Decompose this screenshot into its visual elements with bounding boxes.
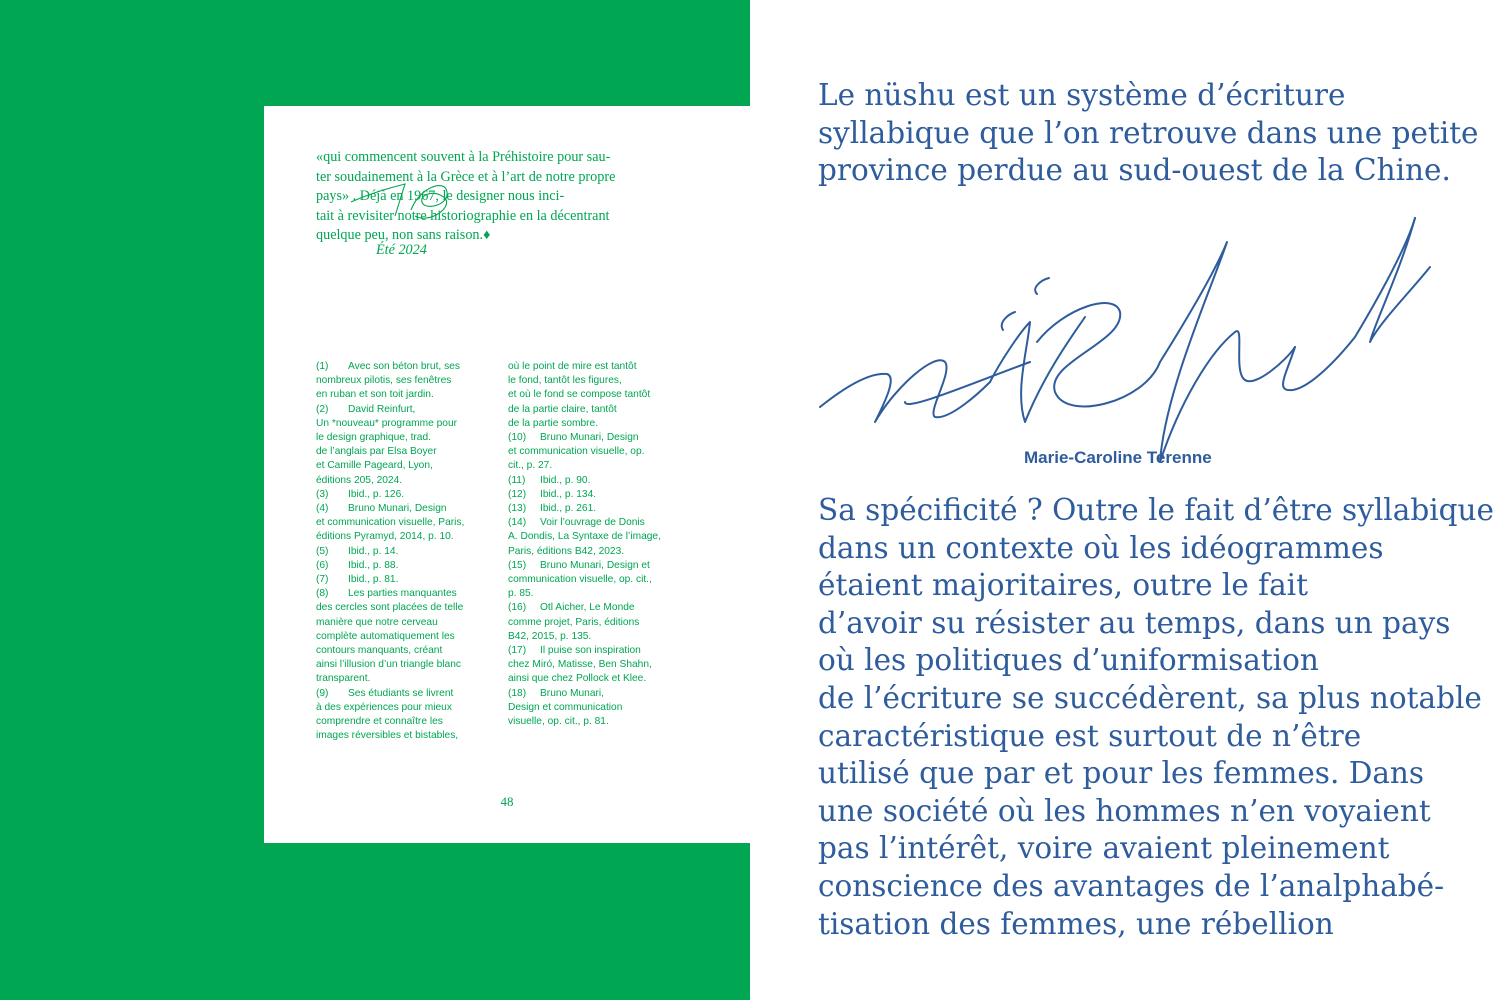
footnote-line <box>316 360 494 374</box>
footnote-number: (6) <box>316 559 329 571</box>
body-line: où les politiques d’uniformisation <box>818 643 1319 678</box>
footnote-text: Voir l’ouvrage de Donis <box>540 517 645 529</box>
footnote-text: et où le fond se compose tantôt <box>508 389 651 401</box>
footnote-text: ainsi que chez Pollock et Klee. <box>508 673 647 685</box>
intro-paragraph <box>818 77 1478 190</box>
footnote-text: de la partie sombre. <box>508 417 599 429</box>
footnote-line <box>508 445 686 459</box>
footnote-text: de la partie claire, tantôt <box>508 403 617 415</box>
footnote-text: comme projet, Paris, éditions <box>508 616 640 628</box>
footnote-line <box>316 530 494 544</box>
footnote-text: et communication visuelle, Paris, <box>316 517 465 529</box>
footnote-line <box>508 374 686 388</box>
footnote-text: B42, 2015, p. 135. <box>508 630 592 642</box>
footnote-text: en ruban et son toit jardin. <box>316 389 434 401</box>
footnote-text: cit., p. 27. <box>508 460 553 472</box>
footnote-line <box>508 573 686 587</box>
footnote-text: Bruno Munari, Design <box>540 432 639 444</box>
footnote-number: (14) <box>508 517 527 529</box>
body-line: pas l’intérêt, voire avaient pleinement <box>818 831 1390 866</box>
footnote-text: le design graphique, trad. <box>316 432 431 444</box>
footnote-line <box>508 630 686 644</box>
footnote-text: éditions 205, 2024. <box>316 474 403 486</box>
footnote-text: Ibid., p. 90. <box>540 474 591 486</box>
nushu-script-title <box>815 212 1440 467</box>
footnote-number: (12) <box>508 488 527 500</box>
footnote-line <box>316 374 494 388</box>
footnote-number: (8) <box>316 588 329 600</box>
footnote-text: comprendre et connaître les <box>316 716 443 728</box>
footnote-line <box>316 516 494 530</box>
footnote-line <box>316 687 494 701</box>
footnote-text: Un *nouveau* programme pour <box>316 417 458 429</box>
footnote-line <box>316 502 494 516</box>
footnote-line <box>508 644 686 658</box>
footnote-text: et communication visuelle, op. <box>508 446 645 458</box>
footnote-line <box>316 658 494 672</box>
footnote-number: (18) <box>508 687 527 699</box>
footnote-text: Ses étudiants se livrent <box>348 687 454 699</box>
footnote-line <box>508 672 686 686</box>
footnote-text: où le point de mire est tantôt <box>508 361 637 372</box>
intro-line: Le nüshu est un système d’écriture <box>818 78 1346 112</box>
footnote-text: Bruno Munari, <box>540 687 604 699</box>
footnote-text: chez Miró, Matisse, Ben Shahn, <box>508 659 652 671</box>
footnote-number: (16) <box>508 602 527 614</box>
footnote-number: (11) <box>508 474 526 486</box>
footnote-line <box>508 488 686 502</box>
footnote-line <box>508 431 686 445</box>
quote-signature: Été 2024 <box>376 242 427 258</box>
footnote-text: de l’anglais par Elsa Boyer <box>316 446 437 458</box>
footnote-text: Ibid., p. 14. <box>348 545 399 557</box>
quote-paragraph <box>316 148 696 246</box>
body-line: utilisé que par et pour les femmes. Dans <box>818 756 1425 791</box>
footnote-line <box>316 587 494 601</box>
footnote-text: nombreux pilotis, ses fenêtres <box>316 375 452 387</box>
body-paragraph <box>818 492 1494 943</box>
body-line: caractéristique est surtout de n’être <box>818 718 1362 753</box>
footnote-text: Ibid., p. 88. <box>348 559 399 571</box>
footnote-text: Design et communication <box>508 701 623 713</box>
footnote-text: Ibid., p. 126. <box>348 488 405 500</box>
body-line: dans un contexte où les idéogrammes <box>818 530 1384 565</box>
footnote-text: ainsi l’illusion d’un triangle blanc <box>316 659 461 671</box>
footnote-line <box>508 715 686 729</box>
body-line: conscience des avantages de l’analphabé- <box>818 868 1445 903</box>
footnote-line <box>508 417 686 431</box>
footnote-number: (9) <box>316 687 329 699</box>
footnote-text: à des expériences pour mieux <box>316 701 452 713</box>
footnote-line <box>316 474 494 488</box>
footnote-text: Paris, éditions B42, 2023. <box>508 545 625 557</box>
footnote-line <box>316 445 494 459</box>
body-line: Sa spécificité ? Outre le fait d’être syllabique <box>818 493 1494 527</box>
footnote-text: images réversibles et bistables, <box>316 730 459 742</box>
intro-line: province perdue au sud-ouest de la Chine. <box>818 153 1451 187</box>
footnote-line <box>316 545 494 559</box>
footnote-number: (2) <box>316 403 329 415</box>
footnote-text: Ibid., p. 261. <box>540 503 597 515</box>
intro-line: syllabique que l’on retrouve dans une petite <box>818 115 1479 150</box>
footnote-line <box>316 715 494 729</box>
footnote-text: Otl Aicher, Le Monde <box>540 602 635 614</box>
footnote-text: des cercles sont placées de telle <box>316 602 464 614</box>
footnote-line <box>508 701 686 715</box>
footnote-number: (4) <box>316 503 329 515</box>
footnote-line <box>508 545 686 559</box>
footnote-line <box>316 573 494 587</box>
footnote-line <box>316 729 494 743</box>
author-name: Marie-Caroline Terenne <box>1024 448 1212 467</box>
footnote-line <box>316 630 494 644</box>
page-number: 48 <box>500 794 514 809</box>
footnote-text: Bruno Munari, Design et <box>540 559 650 571</box>
body-line: de l’écriture se succédèrent, sa plus notable <box>818 680 1482 715</box>
footnote-line <box>316 431 494 445</box>
footnote-number: (17) <box>508 645 527 657</box>
left-page <box>264 106 750 843</box>
footnote-line <box>508 516 686 530</box>
footnote-line <box>316 644 494 658</box>
footnote-line <box>316 388 494 402</box>
body-line: d’avoir su résister au temps, dans un pays <box>818 605 1451 640</box>
footnote-text: complète automatiquement les <box>316 630 455 642</box>
footnote-line <box>508 559 686 573</box>
footnote-line <box>316 616 494 630</box>
footnote-line <box>316 417 494 431</box>
footnote-number: (3) <box>316 488 329 500</box>
footnote-text: communication visuelle, op. cit., <box>508 574 652 586</box>
footnote-text: p. 85. <box>508 588 534 600</box>
footnote-text: Avec son béton brut, ses <box>348 361 460 372</box>
footnote-line <box>508 587 686 601</box>
footnote-text: contours manquants, créant <box>316 645 443 657</box>
footnote-line <box>508 502 686 516</box>
footnote-line <box>508 459 686 473</box>
footnote-number: (10) <box>508 432 527 444</box>
quote-line: «qui commencent souvent à la Préhistoire pour sau- <box>316 149 611 165</box>
footnote-line <box>508 687 686 701</box>
footnote-line <box>508 360 686 374</box>
quote-line: quelque peu, non sans raison.♦ <box>316 227 491 243</box>
footnote-text: Il puise son inspiration <box>540 645 641 657</box>
footnote-line <box>508 616 686 630</box>
footnote-text: et Camille Pageard, Lyon, <box>316 460 433 472</box>
footnotes-column-1 <box>316 360 494 743</box>
footnote-line <box>316 459 494 473</box>
body-line: une société où les hommes n’en voyaient <box>818 793 1431 828</box>
footnote-text: A. Dondis, La Syntaxe de l’image, <box>508 531 661 543</box>
footnote-line <box>508 474 686 488</box>
footnote-number: (15) <box>508 559 527 571</box>
quote-line: ter soudainement à la Grèce et à l’art de notre propre <box>316 168 616 185</box>
footnote-text: transparent. <box>316 673 371 685</box>
footnote-text: David Reinfurt, <box>348 403 416 415</box>
footnote-text: éditions Pyramyd, 2014, p. 10. <box>316 531 454 543</box>
footnote-text: Ibid., p. 134. <box>540 488 597 500</box>
footnote-text: Bruno Munari, Design <box>348 503 447 515</box>
footnote-line <box>508 388 686 402</box>
footnote-line <box>508 658 686 672</box>
footnote-number: (7) <box>316 574 329 586</box>
footnote-text: manière que notre cerveau <box>316 616 438 628</box>
footnote-text: le fond, tantôt les figures, <box>508 375 622 387</box>
footnote-line <box>508 601 686 615</box>
footnote-number: (13) <box>508 503 527 515</box>
footnote-line <box>316 403 494 417</box>
footnote-line <box>508 403 686 417</box>
footnote-line <box>316 601 494 615</box>
footnote-text: visuelle, op. cit., p. 81. <box>508 716 609 728</box>
footnote-text: Ibid., p. 81. <box>348 574 399 586</box>
quote-line: tait à revisiter notre historiographie en la décentrant <box>316 207 610 224</box>
footnote-line <box>316 701 494 715</box>
footnote-number: (1) <box>316 361 329 372</box>
body-line: étaient majoritaires, outre le fait <box>818 568 1308 603</box>
body-line: tisation des femmes, une rébellion <box>818 906 1334 941</box>
footnote-line <box>316 488 494 502</box>
footnote-line <box>316 559 494 573</box>
footnote-line <box>508 530 686 544</box>
footnote-number: (5) <box>316 545 329 557</box>
footnote-line <box>316 672 494 686</box>
footnote-text: Les parties manquantes <box>348 588 457 600</box>
quote-line: pays» . Déjà en 1967, le designer nous inci- <box>316 188 565 204</box>
footnotes-column-2 <box>508 360 686 729</box>
